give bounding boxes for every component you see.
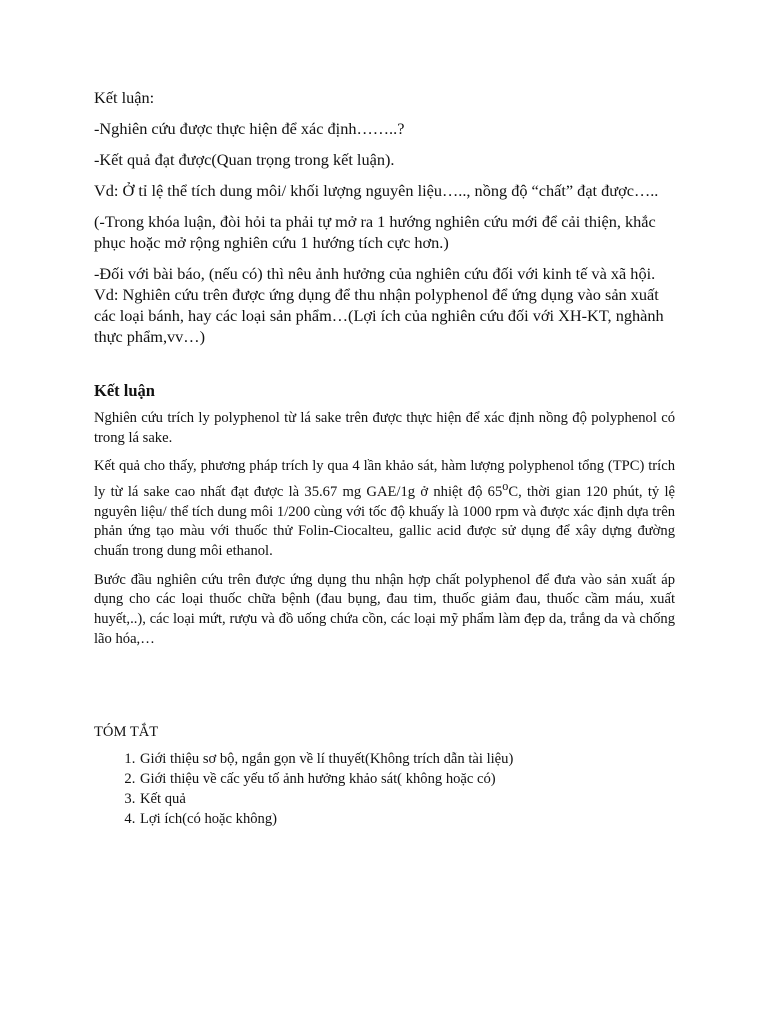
- document-content: [94, 87, 675, 830]
- results-text-end: C, thời gian 120 phút, tỷ lệ nguyên liệu/ thể tích dung môi 1/200 cùng với tốc độ khuấy là 1000 rpm và được xác định dựa trên phản ứng tạo màu với thuốc thử Folin-Ciocalteu, gallic acid được sử dụng để xây dựng đường chuẩn trong dung môi ethanol.: [94, 483, 675, 560]
- summary-heading: TÓM TẮT: [94, 723, 159, 740]
- list-item: 1. Giới thiệu sơ bộ, ngắn gọn về lí thuyết(Không trích dẫn tài liệu): [139, 749, 675, 769]
- degree-superscript: o: [502, 479, 509, 494]
- intro-section: [94, 87, 675, 347]
- conclusion-paragraph: Nghiên cứu trích ly polyphenol từ lá sake trên được thực hiện để xác định nồng độ polyphenol có trong lá sake.: [94, 410, 675, 446]
- intro-paragraph: (-Trong khóa luận, đòi hỏi ta phải tự mở ra 1 hướng nghiên cứu mới để cải thiện, khắc phục hoặc mở rộng nghiên cứu 1 hướng tích cực hơn.): [94, 212, 656, 252]
- list-item: 2. Giới thiệu về cấc yếu tố ảnh hưởng khảo sát( không hoặc có): [139, 769, 675, 789]
- summary-list: [94, 749, 675, 830]
- results-text-start: Kết quả cho thấy, phương pháp trích ly qua 4 lần khảo sát, hàm lượng polyphenol tổng (TPC) trích ly từ lá sake cao nhất đạt được là 35.67 mg GAE/1g ở nhiệt độ 65: [94, 458, 675, 500]
- conclusion-results-paragraph: [94, 457, 675, 561]
- intro-paragraph: Vd: Ở tỉ lệ thể tích dung môi/ khối lượng nguyên liệu….., nồng độ “chất” đạt được…..: [94, 181, 659, 200]
- conclusion-section: [94, 380, 675, 650]
- list-item: 4. Lợi ích(có hoặc không): [139, 809, 675, 829]
- conclusion-heading: Kết luận: [94, 381, 155, 400]
- conclusion-paragraph: Bước đầu nghiên cứu trên được ứng dụng thu nhận hợp chất polyphenol để đưa vào sản xuất áp dụng cho các loại thuốc chữa bệnh (đau bụng, đau tim, thuốc giảm đau, thuốc cầm máu, xuất huyết,..), các loại mứt, rượu và đồ uống chứa cồn, các loại mỹ phẩm làm đẹp da, trắng da và chống lão hóa,…: [94, 571, 675, 647]
- list-item: 3. Kết quả: [139, 789, 675, 809]
- intro-paragraph: -Kết quả đạt được(Quan trọng trong kết luận).: [94, 150, 395, 169]
- intro-heading: Kết luận:: [94, 88, 155, 107]
- intro-paragraph: -Đối với bài báo, (nếu có) thì nêu ảnh hưởng của nghiên cứu đối với kinh tế và xã hội. Vd: Nghiên cứu trên được ứng dụng để thu nhận polyphenol để ứng dụng vào sản xuất các loại bánh, hay các loại sản phẩm…(Lợi ích của nghiên cứu đối với XH-KT, nghành thực phẩm,vv…): [94, 264, 664, 346]
- summary-section: [94, 722, 675, 830]
- intro-paragraph: -Nghiên cứu được thực hiện để xác định……..?: [94, 119, 405, 138]
